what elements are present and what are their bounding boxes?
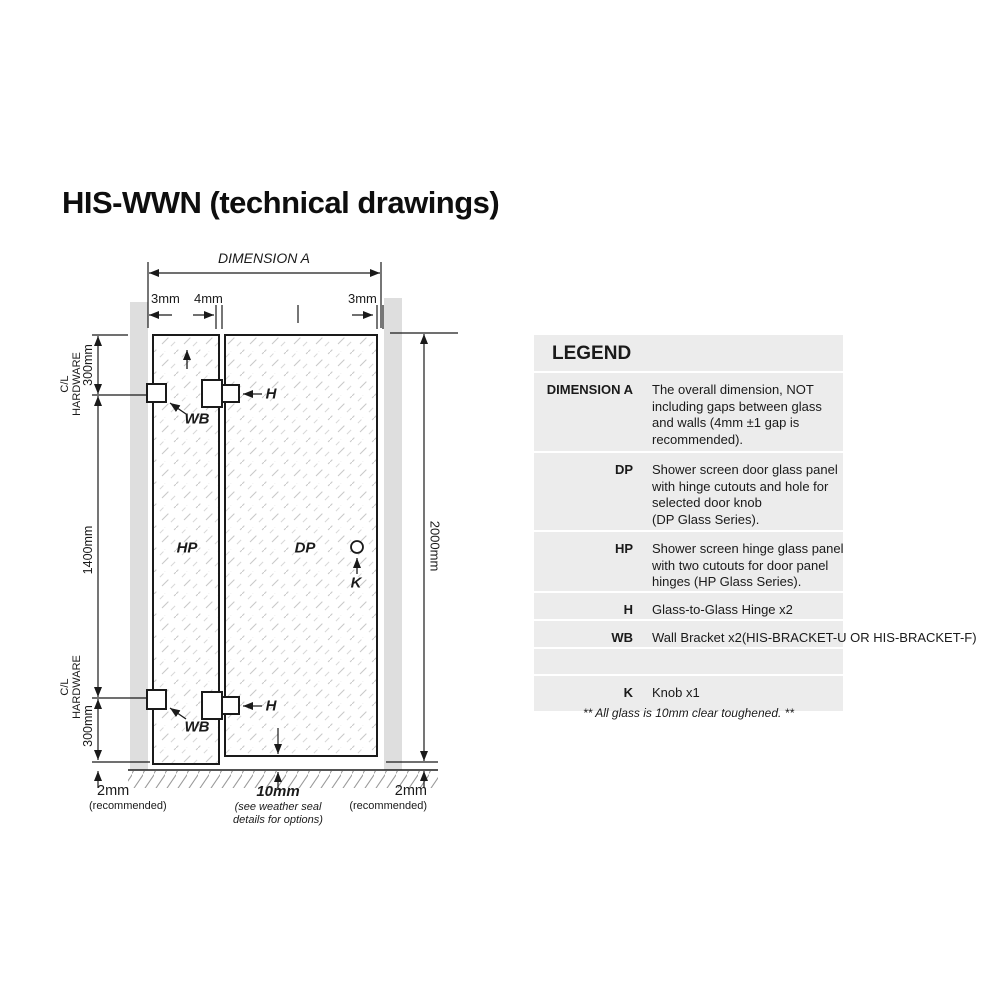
- knob-label: K: [350, 574, 362, 592]
- offset-top-label: 300mm: [80, 344, 95, 386]
- gap-right-label: 3mm: [348, 291, 377, 306]
- hp-panel-label: HP: [176, 539, 198, 557]
- offset-bottom-label: 300mm: [80, 705, 95, 747]
- bracket-top-label: WB: [184, 410, 210, 428]
- hardware-centerline-top-label: C/L HARDWARE: [58, 352, 83, 416]
- floor-gap-right: 2mm (recommended): [349, 783, 427, 812]
- legend-row-dp: DP Shower screen door glass panel with hinge cutouts and hole for selected door knob (DP Glass Series).: [534, 451, 843, 530]
- dimension-a-lines: [148, 262, 381, 328]
- height-label: 2000mm: [427, 520, 443, 572]
- legend-row-dimension-a: DIMENSION A The overall dimension, NOT including gaps between glass and walls (4mm ±1 gap is recommended).: [534, 371, 843, 451]
- hinge-top-label: H: [265, 385, 277, 403]
- legend-row-hp: HP Shower screen hinge glass panel with two cutouts for door panel hinges (HP Glass Series).: [534, 530, 843, 591]
- gap-left-label: 3mm: [151, 291, 180, 306]
- hardware-centerline-bottom-label: C/L HARDWARE: [58, 655, 83, 719]
- floor-gap-left: 2mm (recommended): [89, 783, 167, 812]
- page-title: HIS-WWN (technical drawings): [62, 185, 500, 220]
- legend-panel: [534, 335, 977, 711]
- dimension-a-label: DIMENSION A: [217, 250, 311, 266]
- dp-panel-label: DP: [294, 539, 316, 557]
- left-wall: [130, 302, 148, 770]
- legend-title: LEGEND: [552, 343, 632, 364]
- glass-hinge-top: [202, 380, 239, 407]
- legend-row-wb: WB Wall Bracket x2(HIS-BRACKET-U OR HIS-BRACKET-F): [534, 619, 843, 647]
- right-wall: [384, 298, 402, 770]
- hinge-bottom-label: H: [265, 697, 277, 715]
- top-gap-dimension-lines: [149, 305, 383, 329]
- wall-bracket-bottom: [147, 690, 166, 709]
- floor-gap-middle: 10mm (see weather seal details for options): [233, 783, 323, 826]
- span-middle-label: 1400mm: [80, 525, 95, 575]
- legend-row-empty: [534, 647, 843, 674]
- glass-hinge-bottom: [202, 692, 239, 719]
- bracket-bottom-label: WB: [184, 718, 210, 736]
- wall-bracket-top: [147, 384, 166, 402]
- legend-row-h: H Glass-to-Glass Hinge x2: [534, 591, 843, 619]
- glass-footnote: ** All glass is 10mm clear toughened. **: [583, 706, 794, 720]
- legend-row-k: K Knob x1: [534, 674, 843, 711]
- gap-middle-label: 4mm: [194, 291, 223, 306]
